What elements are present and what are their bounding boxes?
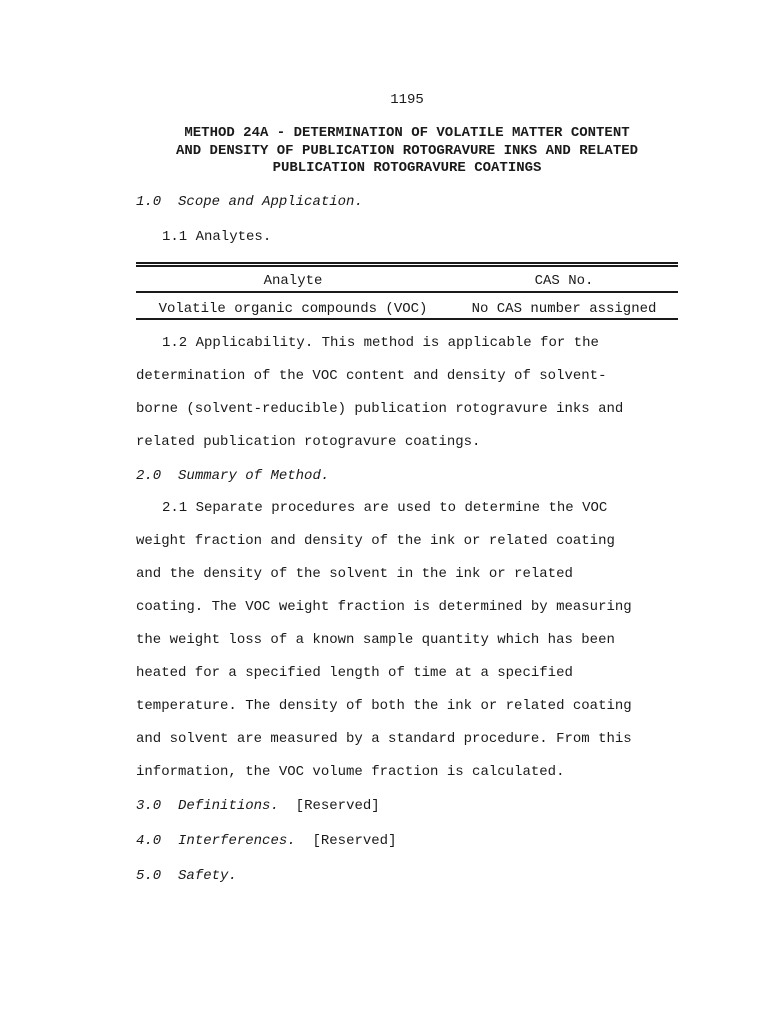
section-1-heading (136, 194, 363, 210)
title-line-2: AND DENSITY OF PUBLICATION ROTOGRAVURE INKS AND RELATED (175, 142, 639, 159)
paragraph-line: and the density of the solvent in the ink or related (136, 566, 573, 582)
paragraph-line: 1.2 Applicability. This method is applicable for the (162, 335, 599, 351)
paragraph-line: information, the VOC volume fraction is calculated. (136, 764, 565, 780)
table-cell-analyte: Volatile organic compounds (VOC) (158, 301, 428, 317)
section-4-heading (136, 833, 396, 849)
section-1-title: Scope and Application. (178, 194, 363, 210)
method-title (136, 125, 678, 178)
paragraph-line: heated for a specified length of time at a specified (136, 665, 573, 681)
table-header-cas: CAS No. (534, 273, 594, 289)
section-5-heading (136, 868, 237, 884)
title-line-1: METHOD 24A - DETERMINATION OF VOLATILE MATTER CONTENT (184, 125, 630, 141)
paragraph-line: coating. The VOC weight fraction is determined by measuring (136, 599, 632, 615)
section-2-1-paragraph (136, 492, 696, 789)
paragraph-line: related publication rotogravure coatings. (136, 434, 481, 450)
paragraph-line: and solvent are measured by a standard procedure. From this (136, 731, 632, 747)
table-top-rule-2 (136, 265, 678, 267)
section-1-number: 1.0 (136, 194, 162, 210)
section-5-number: 5.0 (136, 868, 162, 884)
section-3-title: Definitions. (178, 798, 279, 814)
table-bottom-rule (136, 318, 678, 320)
paragraph-line: weight fraction and density of the ink or related coating (136, 533, 615, 549)
section-4-title: Interferences. (178, 833, 296, 849)
section-5-title: Safety. (178, 868, 237, 884)
section-2-number: 2.0 (136, 468, 162, 484)
table-cell-cas: No CAS number assigned (471, 301, 657, 317)
table-top-rule (136, 262, 678, 264)
page-number: 1195 (390, 92, 424, 108)
paragraph-line: 2.1 Separate procedures are used to determine the VOC (162, 500, 608, 516)
section-4-number: 4.0 (136, 833, 162, 849)
section-2-title: Summary of Method. (178, 468, 330, 484)
section-3-note: [Reserved] (295, 798, 380, 814)
section-1-1-label: 1.1 Analytes. (162, 229, 272, 245)
paragraph-line: temperature. The density of both the ink or related coating (136, 698, 632, 714)
table-header-rule (136, 291, 678, 293)
section-1-2-paragraph (136, 327, 696, 459)
section-3-heading (136, 798, 380, 814)
table-row (136, 299, 678, 319)
section-3-number: 3.0 (136, 798, 162, 814)
section-2-heading (136, 468, 329, 484)
table-header-row (136, 271, 678, 291)
paragraph-line: determination of the VOC content and density of solvent- (136, 368, 607, 384)
section-4-note: [Reserved] (312, 833, 397, 849)
table-header-analyte: Analyte (263, 273, 323, 289)
paragraph-line: the weight loss of a known sample quantity which has been (136, 632, 615, 648)
title-line-3: PUBLICATION ROTOGRAVURE COATINGS (272, 160, 542, 176)
paragraph-line: borne (solvent-reducible) publication rotogravure inks and (136, 401, 624, 417)
